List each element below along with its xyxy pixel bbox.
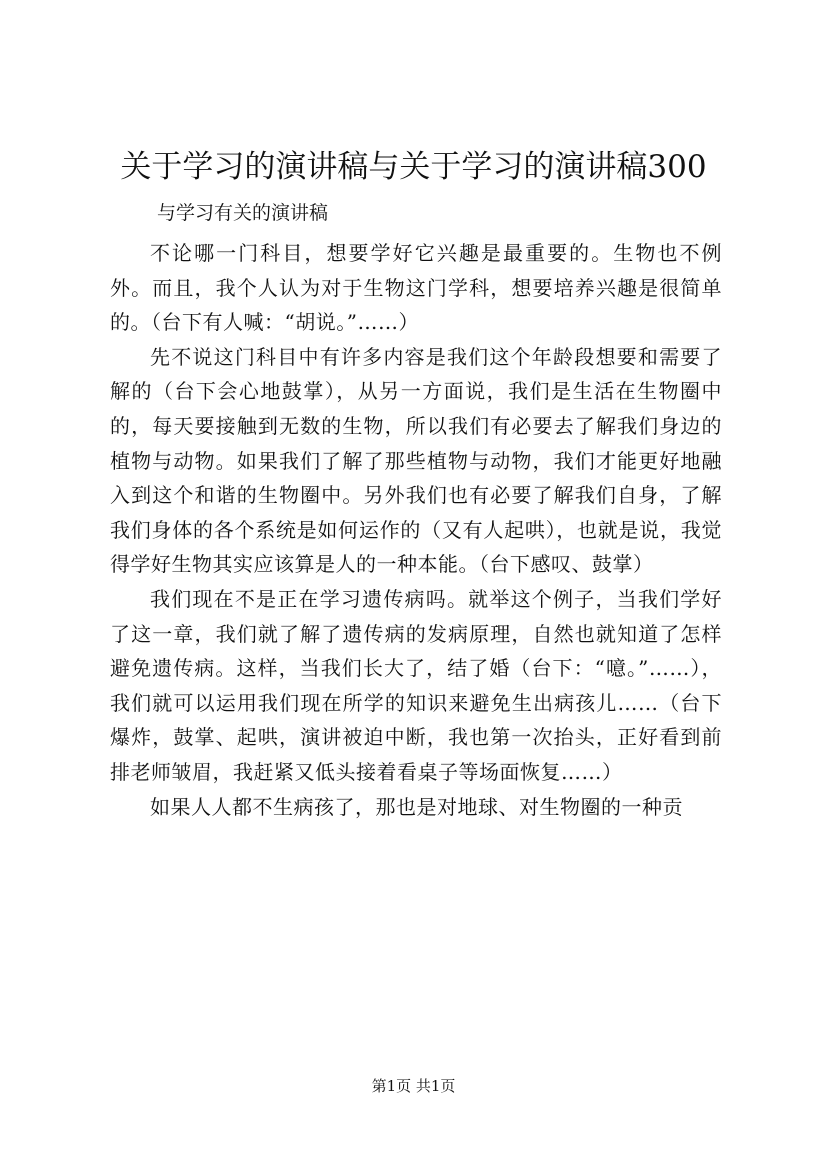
document-title: 关于学习的演讲稿与关于学习的演讲稿300: [120, 149, 707, 185]
document-subtitle: 与学习有关的演讲稿: [157, 202, 329, 224]
document-body: [110, 236, 722, 824]
paragraph: 我们现在不是正在学习遗传病吗。就举这个例子，当我们学好了这一章，我们就了解了遗传病的发病原理，自然也就知道了怎样避免遗传病。这样，当我们长大了，结了婚（台下：“噫。”……），我们就可以运用我们现在所学的知识来避免生出病孩儿……（台下爆炸，鼓掌、起哄，演讲被迫中断，我也第一次抬头，正好看到前排老师皱眉，我赶紧又低头接着看桌子等场面恢复……）: [110, 586, 722, 784]
paragraph: 如果人人都不生病孩了，那也是对地球、对生物圈的一种贡: [150, 794, 683, 819]
paragraph: 先不说这门科目中有许多内容是我们这个年龄段想要和需要了解的（台下会心地鼓掌），从另一方面说，我们是生活在生物圈中的，每天要接触到无数的生物，所以我们有必要去了解我们身边的植物与动物。如果我们了解了那些植物与动物，我们才能更好地融入到这个和谐的生物圈中。另外我们也有必要了解我们自身，了解我们身体的各个系统是如何运作的（又有人起哄），也就是说，我觉得学好生物其实应该算是人的一种本能。（台下感叹、鼓掌）: [110, 344, 722, 577]
page-footer: 第1页 共1页: [371, 1077, 456, 1095]
paragraph: 不论哪一门科目，想要学好它兴趣是最重要的。生物也不例外。而且，我个人认为对于生物这门学科，想要培养兴趣是很简单的。（台下有人喊：“胡说。”……）: [110, 241, 722, 335]
